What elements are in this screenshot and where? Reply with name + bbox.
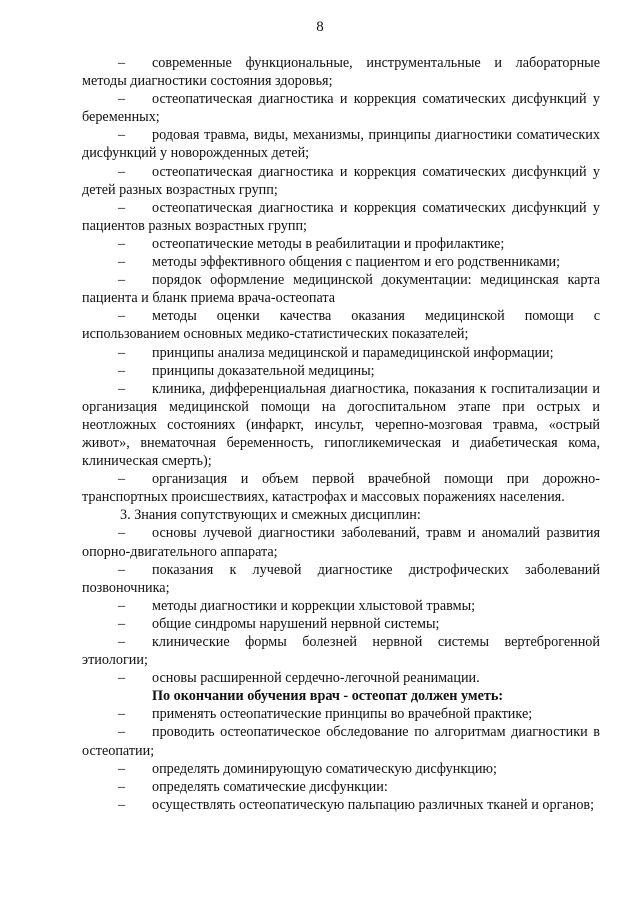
skills-list	[82, 705, 600, 814]
dash-marker: –	[118, 380, 126, 397]
dash-marker: –	[118, 796, 126, 813]
page-number: 8	[316, 19, 324, 35]
dash-marker: –	[118, 254, 126, 271]
related-disciplines-list	[82, 524, 600, 687]
list-item: – осуществлять остеопатическую пальпацию различных тканей и органов;	[118, 796, 595, 813]
dash-marker: –	[118, 471, 126, 488]
dash-marker: –	[118, 235, 126, 252]
dash-marker: –	[118, 724, 126, 741]
list-item: – принципы доказательной медицины;	[118, 362, 375, 379]
list-item: – принципы анализа медицинской и парамедицинской информации;	[118, 344, 554, 361]
dash-marker: –	[118, 55, 126, 71]
list-item: – общие синдромы нарушений нервной системы;	[118, 615, 440, 632]
dash-marker: –	[118, 670, 126, 687]
list-item: – остеопатическая диагностика и коррекция соматических дисфункций у детей разных возрастных групп;	[82, 163, 600, 198]
dash-marker: –	[118, 127, 126, 144]
skills-heading: По окончании обучения врач - остеопат должен уметь:	[152, 688, 504, 705]
list-item: – остеопатические методы в реабилитации и профилактике;	[118, 235, 505, 252]
dash-marker: –	[118, 272, 126, 289]
list-item: – показания к лучевой диагностике дистрофических заболеваний позвоночника;	[82, 561, 600, 596]
dash-marker: –	[118, 362, 126, 379]
list-item: – применять остеопатические принципы во врачебной практике;	[118, 706, 533, 723]
list-item: – современные функциональные, инструментальные и лабораторные методы диагностики состояния здоровья;	[82, 55, 600, 90]
list-item: – родовая травма, виды, механизмы, принципы диагностики соматических дисфункций у новорожденных детей;	[82, 127, 600, 162]
dash-marker: –	[118, 706, 126, 723]
list-item: – определять доминирующую соматическую дисфункцию;	[118, 760, 497, 777]
dash-marker: –	[118, 525, 126, 542]
list-item: – остеопатическая диагностика и коррекция соматических дисфункций у беременных;	[82, 91, 600, 126]
list-item: – клиника, дифференциальная диагностика, показания к госпитализации и организация медицинской помощи на догоспитальном этапе при острых и неотложных состояниях (инфаркт, инсульт, черепно-мозговая травма, «острый живот», внематочная беременность, гипогликемическая и диабетическая кома, клиническая смерть);	[82, 380, 600, 470]
dash-marker: –	[118, 634, 126, 650]
dash-marker: –	[118, 199, 126, 216]
list-item: – определять соматические дисфункции:	[118, 778, 388, 795]
dash-marker: –	[118, 308, 126, 325]
list-item: – проводить остеопатическое обследование по алгоритмам диагностики в остеопатии;	[82, 724, 600, 759]
list-item: – основы расширенной сердечно-легочной реанимации.	[118, 670, 480, 687]
dash-marker: –	[118, 561, 126, 578]
document-body	[82, 54, 600, 814]
list-item: – основы лучевой диагностики заболеваний, травм и аномалий развития опорно-двигательного аппарата;	[82, 525, 600, 560]
list-item: – методы оценки качества оказания медицинской помощи с использованием основных медико-статистических показателей;	[82, 308, 600, 343]
list-item: – клинические формы болезней нервной системы вертеброгенной этиологии;	[82, 634, 600, 669]
dash-marker: –	[118, 615, 126, 632]
dash-marker: –	[118, 597, 126, 614]
list-item: – методы эффективного общения с пациентом и его родственниками;	[118, 254, 561, 271]
dash-marker: –	[118, 344, 126, 361]
list-item: – порядок оформление медицинской документации: медицинская карта пациента и бланк приема врача-остеопата	[82, 272, 600, 307]
knowledge-list	[82, 54, 600, 506]
dash-marker: –	[118, 778, 126, 795]
dash-marker: –	[118, 760, 126, 777]
list-item: – организация и объем первой врачебной помощи при дорожно-транспортных происшествиях, катастрофах и массовых поражениях населения.	[82, 471, 600, 506]
section-3-title: 3. Знания сопутствующих и смежных дисциплин:	[120, 507, 421, 524]
dash-marker: –	[118, 91, 126, 108]
list-item: – методы диагностики и коррекции хлыстовой травмы;	[118, 597, 476, 614]
list-item: – остеопатическая диагностика и коррекция соматических дисфункций у пациентов разных возрастных групп;	[82, 199, 600, 234]
dash-marker: –	[118, 163, 126, 180]
